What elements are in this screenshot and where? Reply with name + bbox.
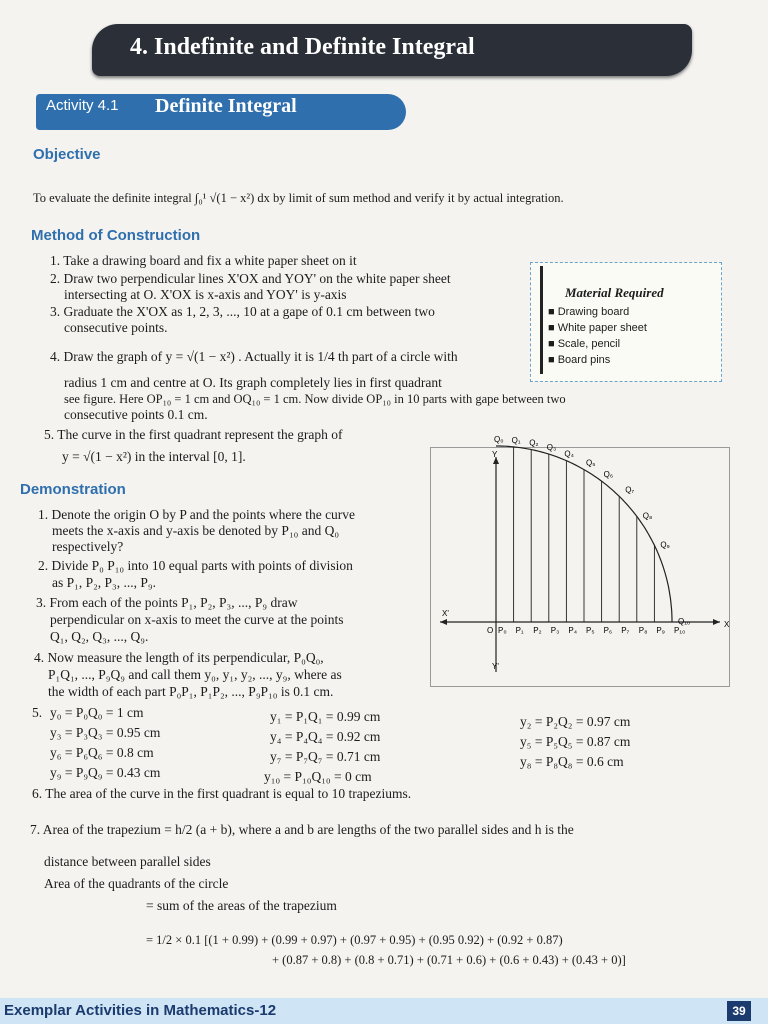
measure-value: y₂ = P₂Q₂ = 0.97 cm [520, 714, 631, 729]
area-label: Area of the quadrants of the circle [44, 876, 229, 891]
material-item: ■ Scale, pencil [548, 338, 621, 350]
p-point-label: P₈ [638, 626, 648, 635]
q-point-label: Q₂ [529, 438, 539, 448]
q-point-label: Q₁₀ [678, 617, 691, 626]
x-axis-label: X [724, 620, 730, 629]
p-point-label: P₃ [550, 626, 560, 635]
p-point-label: P₇ [621, 626, 630, 635]
activity-label: Activity 4.1 [46, 97, 119, 114]
q-point-label: Q₆ [603, 470, 614, 480]
p-point-label: P₁ [515, 626, 524, 635]
p-point-label: P₁₀ [674, 626, 686, 635]
calc-line-1: = 1/2 × 0.1 [(1 + 0.99) + (0.99 + 0.97) + (0.97 + 0.95) + (0.95 0.92) + (0.92 + 0.87) [146, 933, 563, 947]
q-point-label: Q₁ [511, 435, 521, 445]
method-line: 2. Draw two perpendicular lines X'OX and YOY' on the white paper sheet [50, 271, 451, 286]
demo-item-6: 6. The area of the curve in the first quadrant is equal to 10 trapeziums. [32, 786, 412, 801]
measure-value: y₄ = P₄Q₄ = 0.92 cm [270, 729, 381, 744]
q-point-label: Q₃ [546, 443, 557, 453]
figure-svg [430, 435, 730, 687]
demo-line: 2. Divide P₀ P₁₀ into 10 equal parts with points of division [38, 558, 353, 573]
footer-title: Exemplar Activities in Mathematics-12 [4, 1002, 277, 1019]
p-point-label: P₄ [568, 626, 578, 635]
demo-line: Q₁, Q₂, Q₃, ..., Q₉. [50, 629, 149, 644]
method-line: see figure. Here OP₁₀ = 1 cm and OQ₁₀ = 1 cm. Now divide OP₁₀ in 10 parts with gape between two [64, 392, 566, 406]
x-neg-arrow [440, 619, 447, 625]
y-neg-axis-label: Y' [492, 662, 499, 671]
demo-line: as P₁, P₂, P₃, ..., P₉. [52, 575, 156, 590]
method-line: 3. Graduate the X'OX as 1, 2, 3, ..., 10 at a gape of 0.1 cm between two [50, 304, 435, 319]
material-item: ■ Board pins [548, 354, 611, 366]
material-item: ■ White paper sheet [548, 322, 647, 334]
quarter-circle-figure [430, 435, 730, 687]
calc-line-2: + (0.87 + 0.8) + (0.8 + 0.71) + (0.71 + 0.6) + (0.6 + 0.43) + (0.43 + 0)] [272, 953, 626, 967]
demo-line: P₁Q₁, ..., P₉Q₉ and call them y₀, y₁, y₂, ..., y₉, where as [48, 667, 342, 682]
material-title: Material Required [565, 285, 664, 300]
method-line: y = √(1 − x²) in the interval [0, 1]. [62, 449, 246, 464]
measure-value: y₉ = P₉Q₉ = 0.43 cm [50, 765, 161, 780]
measure-value: y₀ = P₀Q₀ = 1 cm [50, 705, 144, 720]
method-heading: Method of Construction [31, 227, 201, 244]
p-point-label: P₅ [586, 626, 595, 635]
demo-line: perpendicular on x-axis to meet the curve at the points [50, 612, 344, 627]
demonstration-heading: Demonstration [20, 481, 126, 498]
measure-value: y₃ = P₃Q₃ = 0.95 cm [50, 725, 161, 740]
measure-value: y₆ = P₆Q₆ = 0.8 cm [50, 745, 154, 760]
demo-line: respectively? [52, 539, 124, 554]
demo-line: the width of each part P₀P₁, P₁P₂, ..., P₉P₁₀ is 0.1 cm. [48, 684, 334, 699]
material-item: ■ Drawing board [548, 306, 630, 318]
origin-label: O [487, 626, 494, 635]
item-number: 5. [32, 705, 43, 720]
p-point-label: P₆ [603, 626, 613, 635]
chapter-title: 4. Indefinite and Definite Integral [130, 34, 475, 60]
demo-item-7: 7. Area of the trapezium = h/2 (a + b), where a and b are lengths of the two parallel sides and h is the [30, 822, 574, 837]
activity-title: Definite Integral [155, 95, 297, 117]
method-line: 4. Draw the graph of y = √(1 − x²) . Actually it is 1/4 th part of a circle with [50, 349, 458, 364]
x-neg-axis-label: X' [442, 609, 449, 618]
p-point-label: P₉ [656, 626, 665, 635]
method-line: consecutive points 0.1 cm. [64, 407, 208, 422]
x-arrow [713, 619, 720, 625]
q-point-label: Q₀ [494, 435, 504, 444]
demo-line: 1. Denote the origin O by P and the points where the curve [38, 507, 356, 522]
method-line: radius 1 cm and centre at O. Its graph completely lies in first quadrant [64, 375, 442, 390]
method-line: consecutive points. [64, 320, 168, 335]
q-point-label: Q₅ [586, 458, 596, 468]
measure-value: y₅ = P₅Q₅ = 0.87 cm [520, 734, 631, 749]
y-axis-label: Y [492, 450, 498, 459]
measure-value: y₇ = P₇Q₇ = 0.71 cm [270, 749, 381, 764]
demo-item-7-cont: distance between parallel sides [44, 854, 211, 869]
q-point-label: Q₉ [660, 540, 670, 550]
measure-value: y₁ = P₁Q₁ = 0.99 cm [270, 709, 381, 724]
page-number: 39 [727, 1001, 751, 1021]
method-line: 1. Take a drawing board and fix a white paper sheet on it [50, 253, 357, 268]
measure-value: y₈ = P₈Q₈ = 0.6 cm [520, 754, 624, 769]
sum-line: = sum of the areas of the trapezium [146, 898, 337, 913]
measure-value: y₁₀ = P₁₀Q₁₀ = 0 cm [264, 769, 372, 784]
method-line: 5. The curve in the first quadrant represent the graph of [44, 427, 343, 442]
p-point-label: P₀ [498, 626, 507, 635]
p-point-label: P₂ [533, 626, 542, 635]
objective-text: To evaluate the definite integral ∫₀¹ √(1 − x²) dx by limit of sum method and verify it by actual integration. [33, 191, 564, 205]
q-point-label: Q₄ [564, 449, 574, 459]
demo-line: meets the x-axis and y-axis be denoted by P₁₀ and Q₀ [52, 523, 340, 538]
method-line: intersecting at O. X'OX is x-axis and YOY' is y-axis [64, 287, 347, 302]
material-box-pin-line [540, 266, 543, 374]
objective-heading: Objective [33, 146, 101, 163]
q-point-label: Q₇ [625, 485, 635, 495]
q-point-label: Q₈ [642, 511, 653, 521]
demo-line: 4. Now measure the length of its perpendicular, P₀Q₀, [34, 650, 324, 665]
demo-line: 3. From each of the points P₁, P₂, P₃, ..., P₉ draw [36, 595, 298, 610]
